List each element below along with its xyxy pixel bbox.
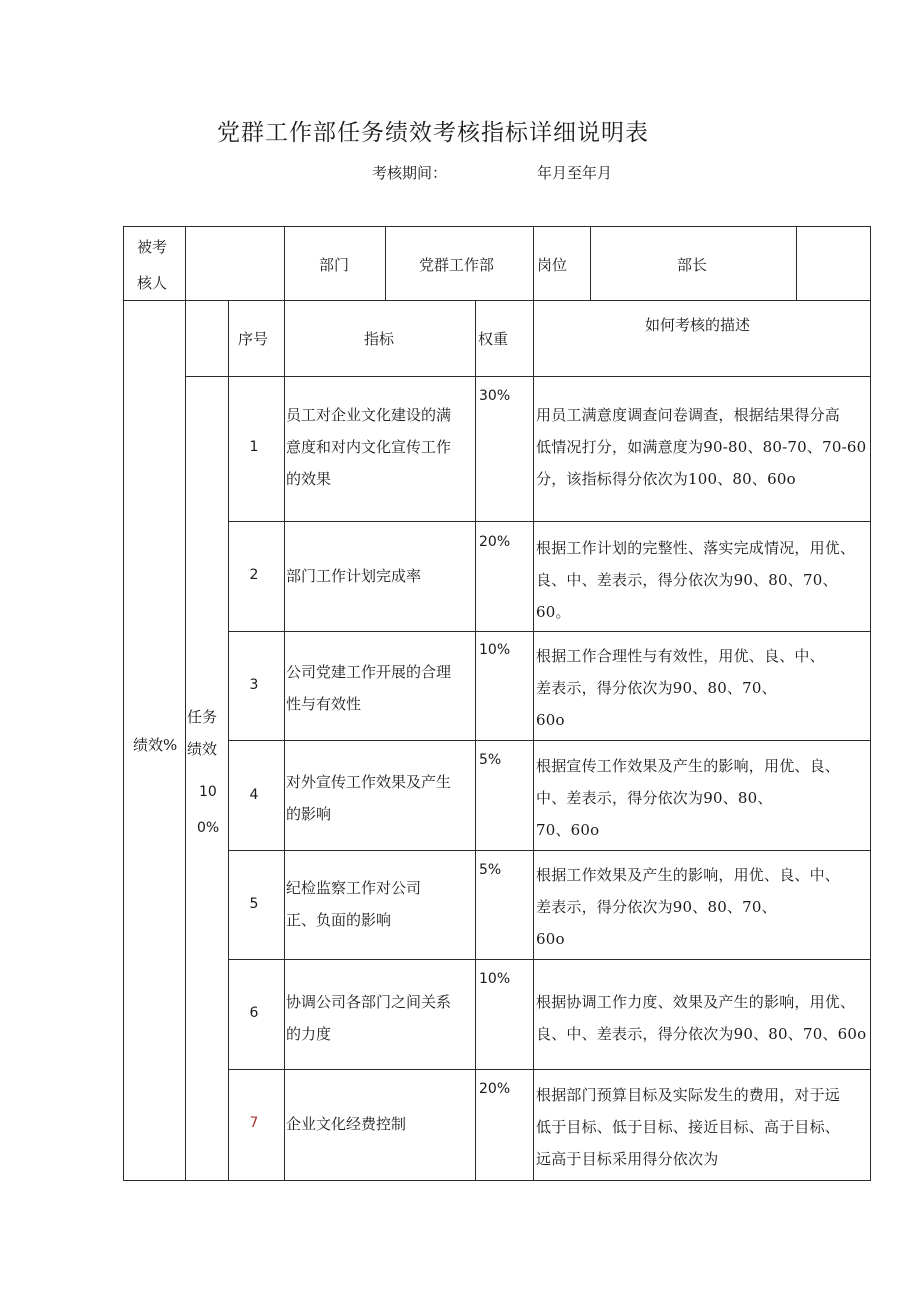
indicator-line: 对外宣传工作效果及产生 <box>286 773 452 791</box>
desc-line: 根据工作计划的完整性、落实完成情况，用优、 <box>536 539 856 557</box>
row-desc <box>536 986 872 1050</box>
task-perf-line2: 绩效 <box>187 740 218 758</box>
indicator-line: 的力度 <box>286 1025 332 1043</box>
table-line-dept <box>385 226 386 300</box>
desc-line: 远高于目标采用得分依次为 <box>536 1150 719 1168</box>
row-desc <box>536 532 872 628</box>
row-desc <box>536 750 872 846</box>
indicator-line: 员工对企业文化建设的满 <box>286 406 452 424</box>
desc-line: 根据工作效果及产生的影响，用优、良、中、 <box>536 866 841 884</box>
table-border-bottom <box>123 1180 871 1181</box>
table-line-col5 <box>533 226 534 1181</box>
row-weight: 20% <box>479 1081 511 1097</box>
dept-label: 部门 <box>319 256 350 274</box>
desc-line: 低情况打分，如满意度为90-80、80-70、70-60 <box>536 438 867 456</box>
task-perf-line4: 0% <box>197 820 220 836</box>
table-line-row1 <box>228 521 871 522</box>
table-line-col4 <box>475 300 476 1181</box>
desc-line: 60。 <box>536 603 571 621</box>
task-perf-line1: 任务 <box>187 708 218 726</box>
table-line-col1 <box>185 226 186 1181</box>
row-seq: 7 <box>249 1115 259 1131</box>
row-desc <box>536 859 872 955</box>
col-weight-header: 权重 <box>478 330 509 348</box>
table-line-row5 <box>228 959 871 960</box>
desc-line: 根据宣传工作效果及产生的影响，用优、良、 <box>536 757 841 775</box>
post-value: 部长 <box>677 256 708 274</box>
table-border-left <box>123 226 124 1181</box>
assessment-table <box>123 226 871 1181</box>
period-label: 考核期间： <box>372 164 448 182</box>
table-line-row3 <box>228 740 871 741</box>
table-line-header <box>123 300 871 301</box>
table-line-post <box>590 226 591 300</box>
desc-line: 低于目标、低于目标、接近目标、高于目标、 <box>536 1118 841 1136</box>
desc-line: 良、中、差表示，得分依次为90、80、70、 <box>536 571 838 589</box>
indicator-line: 的效果 <box>286 470 332 488</box>
row-weight: 5% <box>479 752 502 768</box>
indicator-line: 公司党建工作开展的合理 <box>286 663 452 681</box>
row-seq: 5 <box>249 896 259 912</box>
desc-line: 差表示，得分依次为90、80、70、 <box>536 679 777 697</box>
table-line-row2 <box>228 631 871 632</box>
indicator-line: 部门工作计划完成率 <box>286 567 422 585</box>
desc-line: 根据部门预算目标及实际发生的费用，对于远 <box>536 1086 841 1104</box>
assessee-label-line1: 被考 <box>137 238 168 256</box>
row-desc <box>536 1079 872 1175</box>
dept-value: 党群工作部 <box>419 256 495 274</box>
row-weight: 10% <box>479 971 511 987</box>
indicator-line: 性与有效性 <box>286 695 362 713</box>
desc-line: 根据工作合理性与有效性，用优、良、中、 <box>536 647 825 665</box>
indicator-line: 意度和对内文化宣传工作 <box>286 438 452 456</box>
row-seq: 1 <box>249 439 259 455</box>
row-seq: 4 <box>249 787 259 803</box>
indicator-line: 的影响 <box>286 805 332 823</box>
desc-line: 良、中、差表示，得分依次为90、80、70、60o <box>536 1025 867 1043</box>
row-indicator <box>286 656 474 720</box>
desc-line: 中、差表示，得分依次为90、80、 <box>536 789 773 807</box>
row-seq: 2 <box>249 567 259 583</box>
row-seq: 3 <box>249 677 259 693</box>
desc-line: 根据协调工作力度、效果及产生的影响，用优、 <box>536 993 856 1011</box>
indicator-line: 协调公司各部门之间关系 <box>286 993 452 1011</box>
table-line-col2 <box>228 300 229 1181</box>
row-indicator <box>286 1108 474 1140</box>
indicator-line: 企业文化经费控制 <box>286 1115 407 1133</box>
task-perf-line3: 10 <box>199 784 217 800</box>
desc-line: 60o <box>536 930 565 948</box>
desc-line: 差表示，得分依次为90、80、70、 <box>536 898 777 916</box>
indicator-line: 纪检监察工作对公司 <box>286 879 422 897</box>
row-indicator <box>286 766 474 830</box>
row-indicator <box>286 399 474 495</box>
table-border-top <box>123 226 871 227</box>
row-weight: 5% <box>479 862 502 878</box>
col-indicator-header: 指标 <box>364 330 395 348</box>
row-indicator <box>286 560 474 592</box>
row-indicator <box>286 986 474 1050</box>
row-weight: 20% <box>479 534 511 550</box>
table-line-post-value <box>796 226 797 300</box>
document-title: 党群工作部任务绩效考核指标详细说明表 <box>217 120 649 146</box>
row-desc <box>536 399 872 495</box>
post-label: 岗位 <box>537 256 568 274</box>
row-indicator <box>286 872 474 936</box>
assessee-label-line2: 核人 <box>137 274 168 292</box>
col-seq-header: 序号 <box>238 330 269 348</box>
desc-line: 60o <box>536 711 565 729</box>
table-line-columns <box>185 376 871 377</box>
desc-line: 70、60o <box>536 821 600 839</box>
desc-line: 分，该指标得分依次为100、80、60o <box>536 470 796 488</box>
row-desc <box>536 640 872 736</box>
desc-line: 用员工满意度调查问卷调查，根据结果得分高 <box>536 406 841 424</box>
col-desc-header: 如何考核的描述 <box>645 316 751 334</box>
row-weight: 30% <box>479 388 511 404</box>
row-weight: 10% <box>479 642 511 658</box>
indicator-line: 正、负面的影响 <box>286 911 392 929</box>
table-line-row4 <box>228 850 871 851</box>
table-line-row6 <box>228 1069 871 1070</box>
perf-label: 绩效% <box>133 736 178 754</box>
period-value: 年月至年月 <box>537 164 613 182</box>
row-seq: 6 <box>249 1005 259 1021</box>
table-line-col3 <box>284 226 285 1181</box>
